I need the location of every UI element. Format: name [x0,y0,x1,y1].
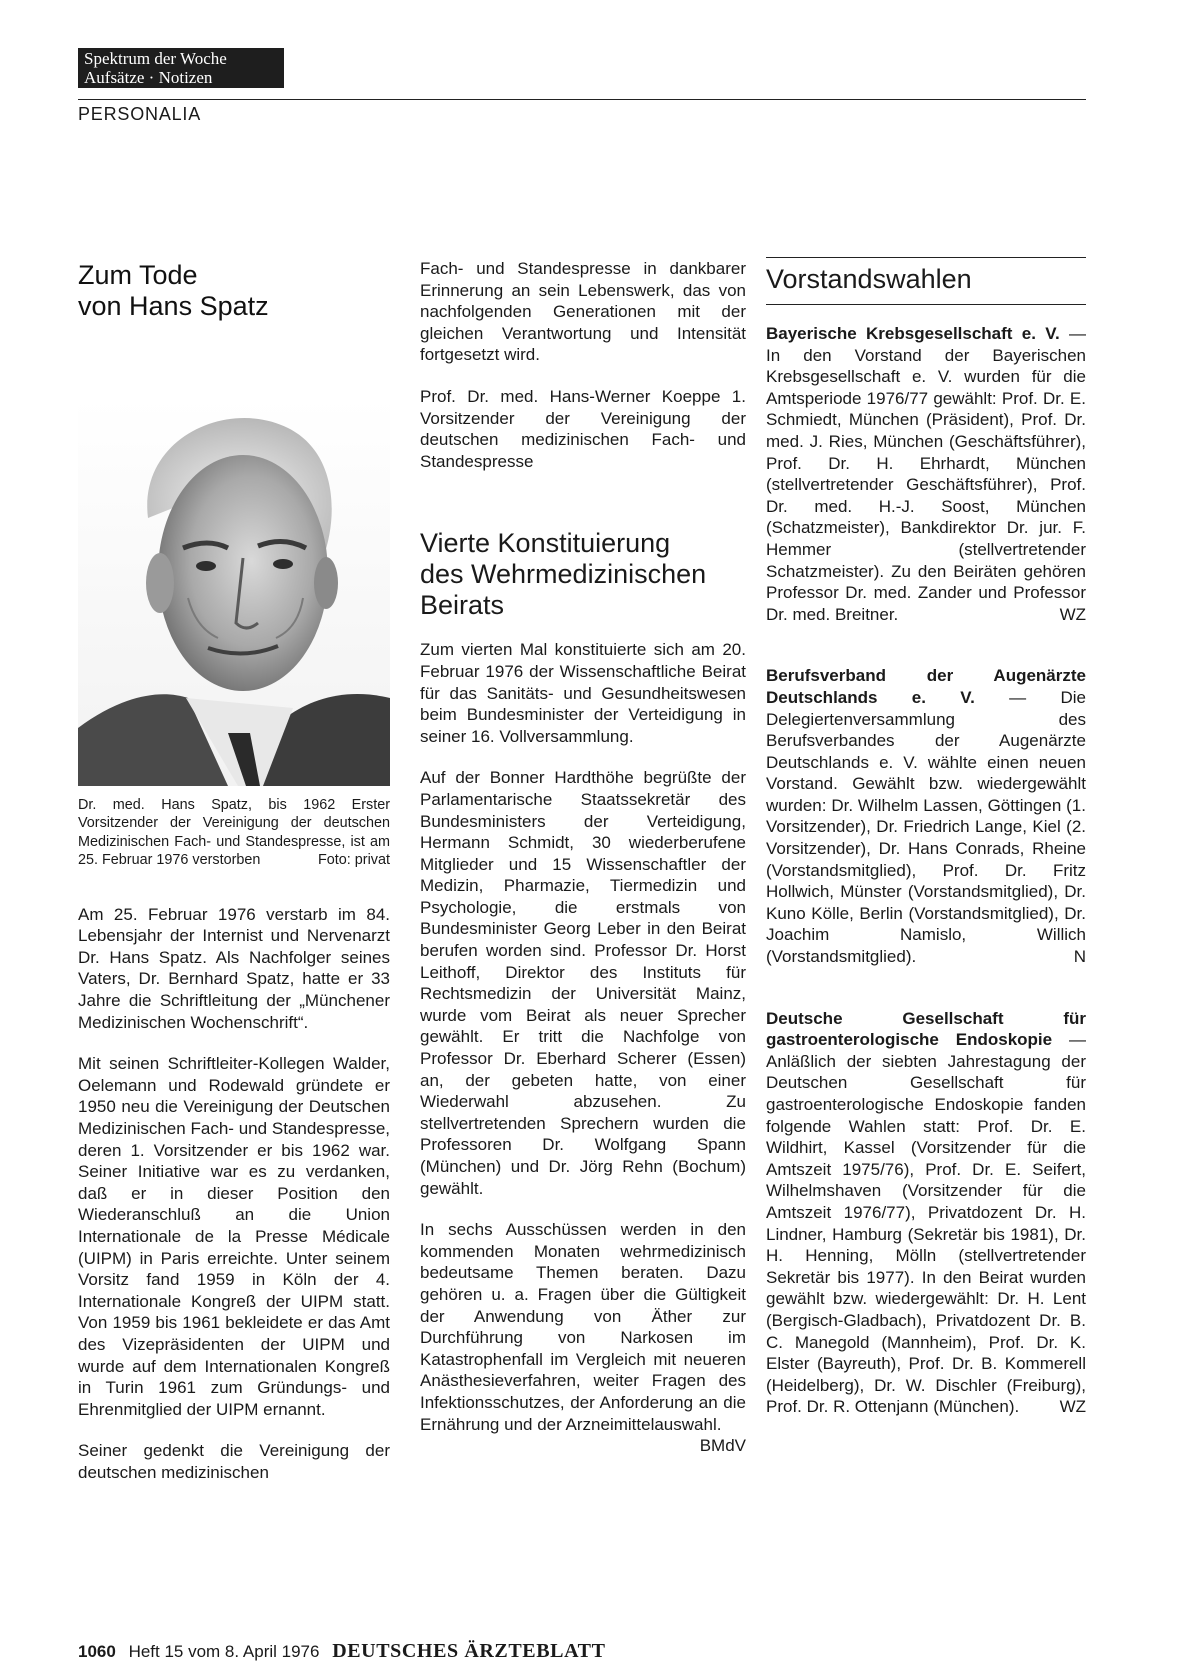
portrait-photo [78,398,390,786]
entry-krebsgesellschaft [766,323,1086,625]
article-title-spatz [78,260,390,322]
paragraph: Mit seinen Schriftleiter-Kollegen Walder, Oelemann und Rodewald gründete er 1950 neu die Vereinigung der Deutschen Medizinischen Fach- und Standespresse, deren 1. Vorsitzender er bis 1962 war. Seiner Initiative war es zu verdanken, daß er in dieser Position den Wiederanschluß an die Union Internationale de la Presse Médicale (UIPM) in Paris erreichte. Unter seinem Vorsitz fand 1959 in Köln der 4. Internationale Kongreß der UIPM statt. Von 1959 bis 1961 bekleidete er das Amt des Vizepräsidenten der UIPM und wurde auf dem Internationalen Kongreß in Turin 1961 zum Gründungs- und Ehrenmitglied der UIPM ernannt. [78,1054,390,1419]
section-label: PERSONALIA [78,104,202,124]
paragraph-last [420,1219,746,1456]
section-rule [766,304,1086,305]
paragraph-continuation: Fach- und Standespresse in dankbarer Erinnerung an sein Lebenswerk, das von nachfolgenden Generationen mit der gleichen Verantwortung und Intensität fortgesetzt wird. [420,259,746,365]
section-title-vorstandswahlen: Vorstandswahlen [766,264,972,294]
title-line-1: Vierte Konstituierung [420,528,671,559]
paragraph: Am 25. Februar 1976 verstarb im 84. Lebensjahr der Internist und Nervenarzt Dr. Hans Spatz. Als Nachfolger seines Vaters, Dr. Bernhard Spatz, hatte er 33 Jahre die Schriftleitung der „Münchener Medizinischen Wochenschrift“. [78,904,390,1032]
journal-name: DEUTSCHES ÄRZTEBLATT [332,1640,606,1662]
article-title-beirat [420,528,746,621]
header-rule [78,99,1086,100]
photo-caption [78,796,390,870]
title-line-3: Beirats [420,590,505,621]
page-number: 1060 [78,1642,116,1661]
author-initials: WZ [1059,1397,1086,1417]
section-rule [766,257,1086,258]
entry-lead: Deutsche Gesellschaft für gastroenterologische Endoskopie [766,1008,1086,1050]
author-initials: WZ [1059,604,1086,624]
title-line-2: von Hans Spatz [78,291,269,321]
entry-text: — Die Delegiertenversammlung des Berufsverbandes der Augenärzte Deutschlands e. V. wählte einen neuen Vorstand. Gewählt bzw. wiedergewählt wurden: Dr. Wilhelm Lassen, Göttingen (1. Vorsitzender), Dr. Friedrich Lange, Kiel (2. Vorsitzender), Dr. Hans Conrads, Rheine (Vorstandsmitglied), Prof. Dr. Fritz Hollwich, Münster (Vorstandsmitglied), Dr. Kuno Kölle, Berlin (Vorstandsmitglied), Dr. Joachim Namislo, Willich (Vorstandsmitglied). [766,687,1086,967]
badge-line-2: Aufsätze · Notizen [84,68,213,87]
section-badge [78,48,284,88]
entry-lead: Berufsverband der Augenärzte Deutschlands e. V. [766,666,1086,707]
paragraph-text: In sechs Ausschüssen werden in den kommenden Monaten wehrmedizinisch bedeutsame Themen beraten. Dazu gehören u. a. Fragen über die Gültigkeit der Anwendung von Äther zur Durchführung von Narkosen im Katastrophenfall im Vergleich mit neueren Anästhesieverfahren, weiter Fragen des Infektionsschutzes, der Anforderung an die Ernährung und der Arzneimittelauswahl. [420,1220,746,1434]
caption-text: Dr. med. Hans Spatz, bis 1962 Erster Vorsitzender der Vereinigung der deutschen Medizinischen Fach- und Standespresse, ist am 25. Februar 1976 verstorben [78,797,390,869]
paragraph: Auf der Bonner Hardthöhe begrüßte der Parlamentarische Staatssekretär des Bundesministers der Verteidigung, Hermann Schmidt, 30 wiederberufene Mitglieder und 15 Wissenschaftler der Medizin, Pharmazie, Tiermedizin und Psychologie, die erstmals von Bundesminister Georg Leber in den Beirat berufen worden sind. Professor Dr. Horst Leithoff, Direktor des Instituts für Rechtsmedizin der Universität Mainz, wurde vom Beirat als neuer Sprecher gewählt. Er tritt die Nachfolge von Professor Dr. Eberhard Scherer (Essen) an, der gebeten hatte, von einer Wiederwahl abzusehen. Zu stellvertretenden Sprechern wurden die Professoren Dr. Wolfgang Spann (München) und Dr. Jörg Rehn (Bochum) gewählt. [420,768,746,1198]
author-initials: N [1073,947,1086,967]
author-initials: BMdV [699,1436,746,1456]
title-line-1: Zum Tode [78,260,198,290]
entry-augenaerzte [766,665,1086,967]
entry-text: — In den Vorstand der Bayerischen Krebsgesellschaft e. V. wurden für die Amtsperiode 1976/77 gewählt: Prof. Dr. E. Schmiedt, München (Präsident), Prof. Dr. med. J. Ries, München (Geschäftsführer), Prof. Dr. H. Ehrhardt, München (stellvertretender Geschäftsführer), Prof. Dr. med. H.-J. Soost, München (Schatzmeister), Bankdirektor Dr. jur. F. Hemmer (stellvertretender Schatzmeister). Zu den Beiräten gehören Professor Dr. med. Zander und Professor Dr. med. Breitner. [766,324,1086,624]
page-footer [78,1640,606,1663]
entry-endoskopie [766,1008,1086,1418]
signature: Prof. Dr. med. Hans-Werner Koeppe 1. Vorsitzender der Vereinigung der deutschen medizinischen Fach- und Standespresse [420,386,746,471]
column-2 [420,258,746,1457]
photo-credit: Foto: privat [318,852,390,869]
paragraph: Seiner gedenkt die Vereinigung der deutschen medizinischen [78,1441,390,1482]
entry-lead: Bayerische Krebsgesellschaft e. V. [766,324,1060,343]
title-line-2: des Wehrmedizinischen [420,559,707,590]
badge-line-1: Spektrum der Woche [84,49,227,68]
issue-info: Heft 15 vom 8. April 1976 [128,1642,320,1661]
paragraph: Zum vierten Mal konstituierte sich am 20. Februar 1976 der Wissenschaftliche Beirat für das Sanitäts- und Gesundheitswesen beim Bundesminister der Verteidigung in seiner 16. Vollversammlung. [420,640,746,746]
column-3 [766,257,1086,1458]
article-body-spatz [78,904,390,1484]
column-1 [78,250,390,1503]
entry-text: — Anläßlich der siebten Jahrestagung der Deutschen Gesellschaft für gastroenterologische Endoskopie fanden folgende Wahlen statt: Prof. Dr. E. Wildhirt, Kassel (Vorsitzender für die Amtszeit 1975/76), Prof. Dr. E. Seifert, Wilhelmshaven (Vorsitzender für die Amtszeit 1976/77), Privatdozent Dr. H. Lindner, Hamburg (Sekretär bis 1981), Dr. H. Henning, Mölln (stellvertretender Sekretär bis 1977). In den Beirat wurden gewählt bzw. wiedergewählt: Dr. H. Lent (Bergisch-Gladbach), Privatdozent Dr. B. C. Manegold (Mannheim), Prof. Dr. K. Elster (Bayreuth), Prof. Dr. B. Kommerell (Heidelberg), Dr. W. Dischler (Freiburg), Prof. Dr. R. Ottenjann (München). [766,1030,1086,1417]
